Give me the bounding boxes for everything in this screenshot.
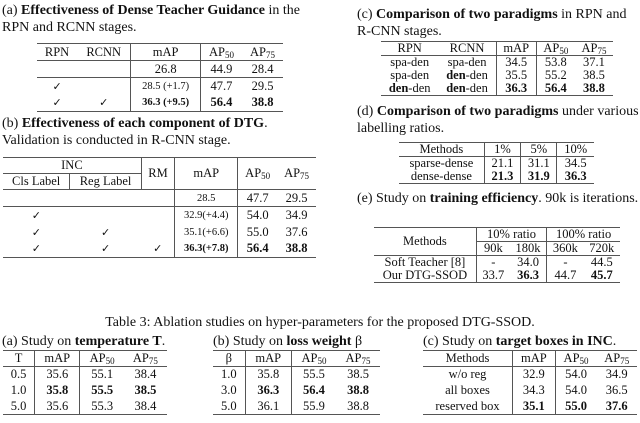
caption-label: (b) bbox=[2, 116, 19, 131]
table-row bbox=[381, 56, 613, 70]
column-header: $AP_{50}$ bbox=[200, 44, 242, 61]
column-header: 90k bbox=[476, 242, 509, 256]
table-cell: 54.0 bbox=[565, 383, 587, 397]
table-cell: 56.4 bbox=[303, 383, 325, 397]
table-row bbox=[399, 170, 594, 184]
table-cell: 47.7 bbox=[210, 78, 233, 93]
table-cell: sparse-dense bbox=[399, 157, 484, 171]
checkmark-icon: ✓ bbox=[52, 79, 62, 93]
column-header: 720k bbox=[584, 242, 620, 256]
table-cell: 44.5 bbox=[590, 255, 613, 269]
column-header: 180k bbox=[510, 242, 547, 256]
table-cell: Our DTG-SSOD bbox=[374, 269, 476, 283]
column-header: mAP bbox=[512, 351, 555, 367]
column-header: $AP_{75}$ bbox=[596, 351, 637, 367]
table-cell: 34.9 bbox=[285, 207, 308, 222]
checkmark-icon: ✓ bbox=[31, 225, 42, 239]
table-cell: 36.3 bbox=[496, 82, 536, 96]
checkmark-icon: ✓ bbox=[31, 242, 42, 256]
header-row bbox=[37, 44, 283, 61]
table-cell: 35.6 bbox=[35, 367, 80, 383]
table-cell: 44.9 bbox=[200, 61, 242, 78]
column-header: RPN bbox=[37, 44, 77, 61]
table-cell: 35.6 bbox=[35, 399, 80, 415]
column-header: mAP bbox=[35, 351, 80, 367]
table-row bbox=[423, 383, 637, 399]
table-cell: 35.5 bbox=[496, 69, 536, 82]
table-cell: 0.5 bbox=[3, 367, 35, 383]
column-header: RCNN bbox=[438, 42, 496, 56]
table-cell: 38.8 bbox=[251, 95, 274, 110]
table-cell: 55.1 bbox=[91, 367, 114, 382]
caption-text: under various labelling ratios. bbox=[357, 104, 639, 136]
header-row bbox=[374, 228, 620, 242]
table-row bbox=[213, 367, 380, 383]
caption-text: β bbox=[351, 334, 363, 349]
table-cell bbox=[141, 224, 174, 241]
table-cell: 36.5 bbox=[605, 383, 628, 397]
caption-2a bbox=[2, 2, 324, 36]
table-cell: 34.5 bbox=[496, 56, 536, 70]
table-cell: 55.2 bbox=[544, 68, 567, 82]
table-cell: 34.0 bbox=[510, 256, 547, 270]
table-cell bbox=[37, 61, 77, 78]
caption-label: (e) Study on bbox=[357, 191, 430, 206]
caption-label: (a) Study on bbox=[2, 334, 75, 349]
table-cell: 26.8 bbox=[131, 61, 201, 78]
column-header: Reg Label bbox=[70, 174, 141, 190]
checkmark-icon: ✓ bbox=[141, 241, 174, 258]
caption-bold: Comparison of two paradigms bbox=[376, 7, 558, 22]
table-row bbox=[423, 367, 637, 383]
table-row bbox=[374, 256, 620, 270]
table-2e bbox=[374, 227, 620, 283]
column-header: 1% bbox=[484, 143, 520, 157]
table-cell bbox=[70, 207, 141, 224]
table-cell bbox=[3, 190, 70, 207]
caption-text: in RPN and R-CNN stages. bbox=[357, 7, 627, 39]
table-cell: 1.0 bbox=[3, 383, 35, 399]
table-cell: 28.5 (+1.7) bbox=[131, 78, 201, 95]
table-row bbox=[381, 82, 613, 96]
caption-text: . bbox=[161, 334, 166, 349]
caption-label: (a) bbox=[2, 3, 18, 18]
table-cell: 5.0 bbox=[213, 399, 245, 415]
column-header: mAP bbox=[175, 158, 238, 190]
table-cell: 36.3 bbox=[245, 383, 291, 399]
table-cell: 34.3 bbox=[512, 383, 555, 399]
column-header: $AP_{50}$ bbox=[238, 158, 277, 190]
table-cell: spa-den bbox=[438, 56, 496, 70]
checkmark-icon: ✓ bbox=[31, 208, 42, 222]
caption-3c bbox=[423, 333, 616, 350]
column-header: $AP_{75}$ bbox=[277, 158, 316, 190]
table-cell: 56.4 bbox=[544, 81, 567, 95]
table-cell: - bbox=[491, 255, 496, 269]
column-header: RM bbox=[141, 158, 174, 190]
table-cell bbox=[141, 190, 174, 207]
table-cell: spa-den bbox=[390, 55, 430, 69]
table-2b bbox=[3, 157, 316, 258]
table-cell: 29.5 bbox=[251, 78, 274, 93]
table-row bbox=[3, 207, 316, 224]
table-cell: 38.5 bbox=[347, 367, 369, 382]
column-header: RPN bbox=[381, 42, 438, 56]
table-cell: 37.1 bbox=[583, 55, 605, 69]
checkmark-icon: ✓ bbox=[77, 95, 131, 112]
table-cell: den-den bbox=[438, 82, 496, 96]
table-cell bbox=[141, 207, 174, 224]
table-cell: Soft Teacher [8] bbox=[374, 256, 476, 270]
caption-text: . 90k is iterations. bbox=[538, 191, 639, 206]
table-cell: 21.3 bbox=[484, 170, 520, 184]
table-row bbox=[213, 383, 380, 399]
table-cell: 28.5 bbox=[175, 190, 238, 207]
table-cell: 36.3 bbox=[510, 269, 547, 283]
table-3a bbox=[3, 350, 167, 415]
column-header: RCNN bbox=[77, 44, 131, 61]
caption-label: (b) Study on bbox=[213, 334, 287, 349]
table-cell: 38.8 bbox=[285, 241, 308, 256]
caption-label: (d) bbox=[357, 104, 374, 119]
caption-3a bbox=[2, 333, 165, 350]
caption-bold: loss weight bbox=[286, 334, 352, 349]
table-row bbox=[37, 61, 283, 78]
table-cell: den-den bbox=[438, 69, 496, 82]
table-cell: 47.7 bbox=[238, 190, 277, 207]
table-cell: 55.3 bbox=[91, 398, 114, 413]
column-header: β bbox=[213, 351, 245, 367]
table-cell: - bbox=[563, 255, 568, 269]
table-cell: 54.0 bbox=[565, 367, 587, 382]
table-cell: 55.5 bbox=[303, 367, 325, 382]
column-header: mAP bbox=[131, 44, 201, 61]
table-row bbox=[423, 399, 637, 415]
caption-bold: training efficiency bbox=[429, 191, 539, 206]
table-2d bbox=[399, 142, 594, 184]
table-cell: 38.5 bbox=[583, 68, 605, 82]
column-header: $AP_{75}$ bbox=[575, 42, 613, 56]
table-2a bbox=[37, 43, 283, 112]
checkmark-icon: ✓ bbox=[100, 225, 111, 239]
table-cell: 53.8 bbox=[544, 55, 567, 69]
header-row bbox=[3, 351, 167, 367]
table-cell: 38.4 bbox=[134, 367, 157, 382]
table-cell: reserved box bbox=[423, 399, 512, 415]
table-3c bbox=[423, 350, 637, 415]
checkmark-icon: ✓ bbox=[100, 242, 111, 256]
table-cell: dense-dense bbox=[399, 170, 484, 184]
header-row bbox=[3, 158, 316, 174]
header-row bbox=[423, 351, 637, 367]
table-cell: 36.1 bbox=[245, 399, 291, 415]
column-group-header: 10% ratio bbox=[476, 228, 546, 242]
table-row bbox=[374, 269, 620, 283]
table-cell: 44.7 bbox=[554, 268, 577, 282]
table-row bbox=[37, 95, 283, 112]
column-header: 10% bbox=[557, 143, 594, 157]
table-row bbox=[3, 190, 316, 207]
column-header: Methods bbox=[374, 228, 476, 256]
table-row bbox=[3, 224, 316, 241]
table-cell: 56.4 bbox=[246, 241, 269, 256]
table-cell: 31.9 bbox=[521, 170, 557, 184]
table-cell bbox=[77, 78, 131, 95]
table-cell: 38.8 bbox=[347, 383, 369, 397]
caption-text: in the RPN and RCNN stages. bbox=[2, 3, 300, 35]
table-cell: 34.9 bbox=[605, 367, 628, 382]
table-row bbox=[37, 78, 283, 95]
table-cell bbox=[77, 61, 131, 78]
table-cell: 1.0 bbox=[213, 367, 245, 383]
column-header: Methods bbox=[399, 143, 484, 157]
column-header: $AP_{75}$ bbox=[242, 44, 283, 61]
caption-label: (c) bbox=[357, 7, 373, 22]
header-row bbox=[213, 351, 380, 367]
column-header: 5% bbox=[521, 143, 557, 157]
table-cell bbox=[70, 190, 141, 207]
column-group-header: INC bbox=[3, 158, 141, 174]
table-cell: den-den bbox=[388, 81, 431, 95]
caption-bold: temperature T bbox=[74, 334, 162, 349]
table-2c bbox=[381, 41, 613, 96]
table-cell: 38.4 bbox=[134, 398, 157, 413]
table-cell: 38.8 bbox=[583, 81, 605, 95]
table-cell: 33.7 bbox=[482, 268, 505, 282]
column-group-header: 100% ratio bbox=[547, 228, 620, 242]
table-cell: 55.0 bbox=[246, 224, 269, 239]
caption-text: . Validation is conducted in R-CNN stage. bbox=[2, 116, 268, 148]
table-cell: 31.1 bbox=[521, 157, 557, 171]
table-cell: 5.0 bbox=[3, 399, 35, 415]
table-cell: 37.6 bbox=[605, 398, 628, 413]
checkmark-icon: ✓ bbox=[52, 96, 62, 110]
header-row bbox=[399, 143, 594, 157]
caption-bold: Effectiveness of each component of DTG bbox=[21, 116, 265, 131]
table-row bbox=[3, 367, 167, 383]
table-cell: 32.9(+4.4) bbox=[175, 207, 238, 224]
table-cell: 54.0 bbox=[246, 207, 269, 222]
caption-text: . bbox=[612, 334, 617, 349]
header-row bbox=[381, 42, 613, 56]
table-row bbox=[399, 157, 594, 171]
table-cell: 35.8 bbox=[245, 367, 291, 383]
caption-2c bbox=[357, 6, 639, 40]
table-cell: 37.6 bbox=[285, 224, 308, 239]
column-header: $AP_{50}$ bbox=[536, 42, 575, 56]
column-header: mAP bbox=[245, 351, 291, 367]
table-cell: 29.5 bbox=[277, 190, 316, 207]
caption-2b bbox=[2, 115, 324, 149]
column-header: T bbox=[3, 351, 35, 367]
table-cell: 35.1(+6.6) bbox=[175, 224, 238, 241]
table-cell: w/o reg bbox=[423, 367, 512, 383]
caption-bold: target boxes in INC bbox=[495, 334, 613, 349]
table-cell: 28.4 bbox=[242, 61, 283, 78]
table-row bbox=[3, 399, 167, 415]
column-header: 360k bbox=[547, 242, 584, 256]
column-header: $AP_{50}$ bbox=[80, 351, 124, 367]
table-cell: 55.9 bbox=[303, 398, 325, 413]
table-row bbox=[3, 383, 167, 399]
column-header: Cls Label bbox=[3, 174, 70, 190]
column-header: $AP_{75}$ bbox=[124, 351, 167, 367]
caption-2e bbox=[357, 190, 639, 207]
table-cell: 32.9 bbox=[512, 367, 555, 383]
table-cell: all boxes bbox=[423, 383, 512, 399]
caption-label: (c) Study on bbox=[423, 334, 496, 349]
caption-bold: Effectiveness of Dense Teacher Guidance bbox=[21, 3, 265, 18]
table-cell: spa-den bbox=[390, 68, 430, 82]
table-cell: 21.1 bbox=[484, 157, 520, 171]
column-header: $AP_{75}$ bbox=[336, 351, 380, 367]
caption-3b bbox=[213, 333, 362, 350]
caption-bold: Comparison of two paradigms bbox=[376, 104, 559, 119]
column-header: Methods bbox=[423, 351, 512, 367]
table-cell: 38.8 bbox=[347, 398, 369, 413]
column-header: $AP_{50}$ bbox=[555, 351, 596, 367]
table-cell: 56.4 bbox=[210, 95, 233, 110]
table-row bbox=[213, 399, 380, 415]
table3-caption: Table 3: Ablation studies on hyper-parameters for the proposed DTG-SSOD. bbox=[105, 315, 535, 330]
table-cell: 35.8 bbox=[35, 383, 80, 399]
table-cell: 35.1 bbox=[512, 399, 555, 415]
column-header: $AP_{50}$ bbox=[291, 351, 336, 367]
table-cell: 36.3(+7.8) bbox=[175, 241, 238, 258]
caption-2d bbox=[357, 103, 639, 137]
table-cell: 36.3 (+9.5) bbox=[131, 95, 201, 112]
table-cell: 38.5 bbox=[134, 383, 157, 397]
table-row bbox=[3, 241, 316, 258]
table-3b bbox=[213, 350, 380, 415]
column-header: mAP bbox=[496, 42, 536, 56]
table-cell: 55.5 bbox=[91, 383, 114, 397]
table-cell: 34.5 bbox=[564, 156, 587, 170]
table-cell: 55.0 bbox=[565, 398, 587, 413]
table-cell: 36.3 bbox=[564, 169, 587, 183]
table-cell: 45.7 bbox=[590, 268, 613, 282]
table-cell: 3.0 bbox=[213, 383, 245, 399]
